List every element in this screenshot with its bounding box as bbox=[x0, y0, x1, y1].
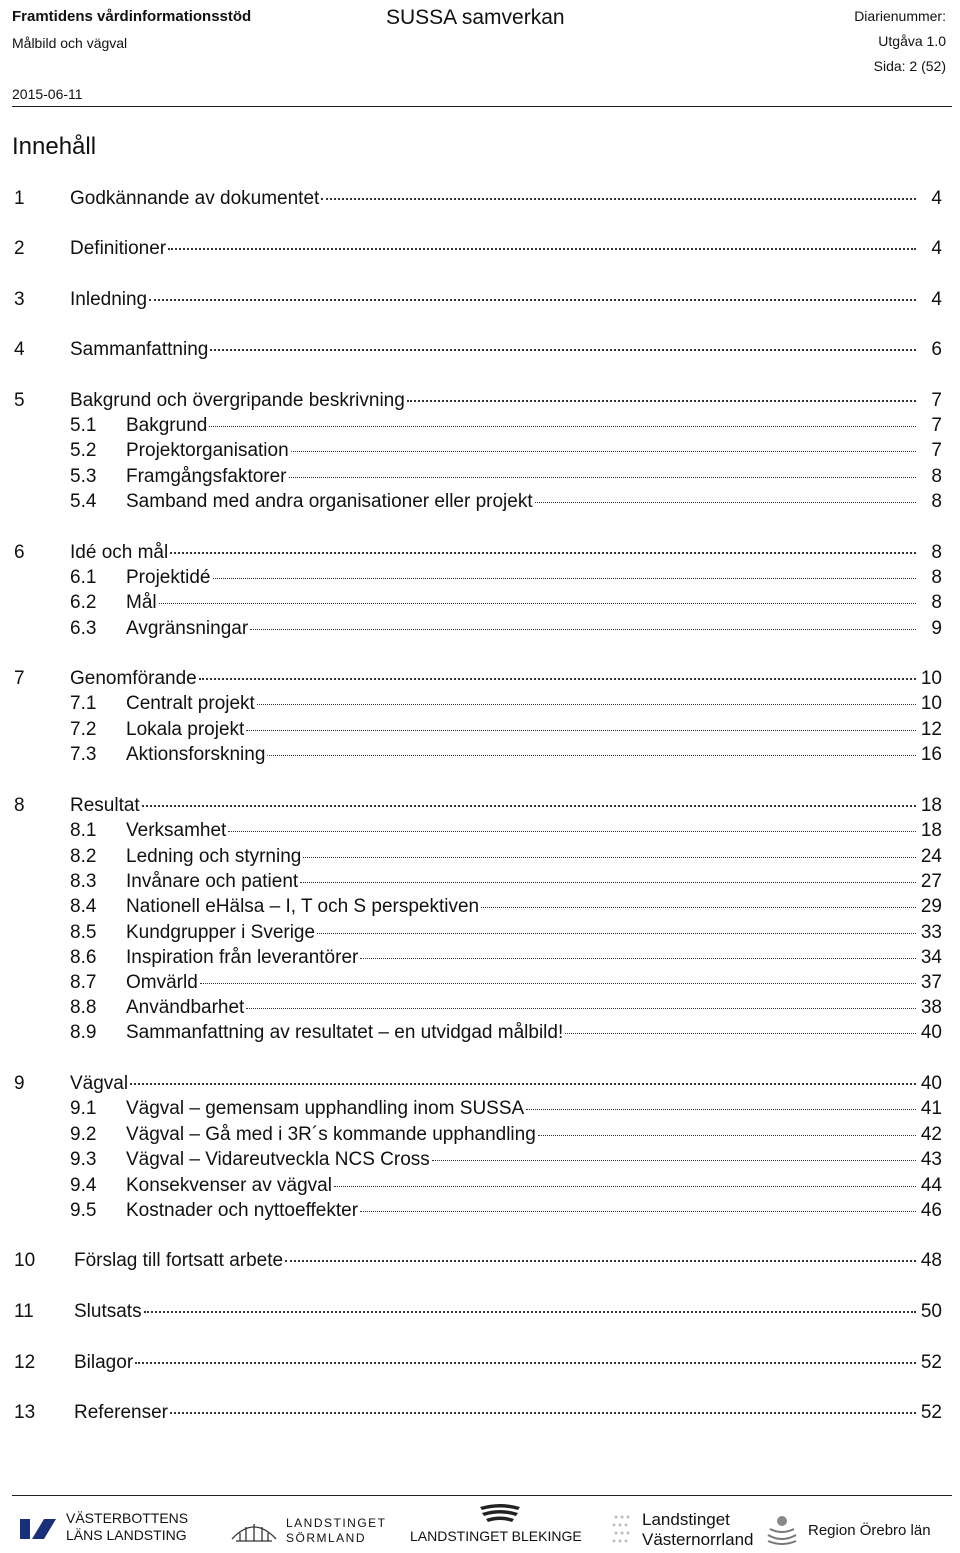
toc-leader-dots bbox=[142, 805, 916, 807]
toc-page-number: 4 bbox=[931, 188, 942, 209]
toc-leader-dots bbox=[526, 1109, 916, 1110]
toc-section-row[interactable] bbox=[0, 1175, 960, 1199]
header-date: 2015-06-11 bbox=[12, 86, 83, 102]
toc-leader-dots bbox=[535, 502, 916, 503]
toc-section-row[interactable] bbox=[0, 1098, 960, 1122]
toc-label: Aktionsforskning bbox=[126, 744, 266, 765]
toc-label: Inspiration från leverantörer bbox=[126, 947, 359, 968]
toc-label: Sammanfattning av resultatet – en utvidgad målbild! bbox=[126, 1022, 564, 1043]
toc-page-number: 4 bbox=[931, 238, 942, 259]
toc-number: 9.5 bbox=[70, 1200, 97, 1221]
toc-label-line bbox=[70, 542, 920, 564]
toc-number: 8.1 bbox=[70, 820, 97, 841]
toc-section-row[interactable] bbox=[0, 1022, 960, 1046]
toc-number: 9.1 bbox=[70, 1098, 97, 1119]
toc-number: 6.3 bbox=[70, 618, 97, 639]
toc-number: 9 bbox=[14, 1073, 25, 1094]
blekinge-name: LANDSTINGET BLEKINGE bbox=[410, 1528, 582, 1544]
toc-page-number: 8 bbox=[931, 592, 942, 613]
toc-label-line bbox=[70, 238, 920, 260]
header-rule bbox=[12, 106, 952, 107]
toc-leader-dots bbox=[267, 755, 916, 756]
toc-section-row[interactable] bbox=[0, 997, 960, 1021]
toc-label-line bbox=[74, 1301, 920, 1323]
toc-label-line bbox=[70, 795, 920, 817]
toc-label-line bbox=[126, 997, 920, 1019]
toc-chapter-row[interactable] bbox=[0, 795, 960, 819]
toc-label: Förslag till fortsatt arbete bbox=[74, 1250, 284, 1271]
toc-leader-dots bbox=[246, 1008, 916, 1009]
orebro-name: Region Örebro län bbox=[808, 1522, 931, 1539]
toc-label: Bilagor bbox=[74, 1352, 134, 1373]
toc-leader-dots bbox=[130, 1083, 916, 1085]
toc-leader-dots bbox=[334, 1186, 916, 1187]
blekinge-waves-icon bbox=[472, 1503, 528, 1525]
toc-label: Vägval – Vidareutveckla NCS Cross bbox=[126, 1149, 430, 1170]
toc-label-line bbox=[126, 896, 920, 918]
toc-label: Slutsats bbox=[74, 1301, 142, 1322]
toc-label-line bbox=[126, 947, 920, 969]
toc-leader-dots bbox=[170, 1412, 916, 1414]
toc-label: Centralt projekt bbox=[126, 693, 255, 714]
toc-label-line bbox=[126, 466, 920, 488]
toc-section-row[interactable] bbox=[0, 896, 960, 920]
toc-chapter-row[interactable] bbox=[0, 238, 960, 262]
toc-number: 7 bbox=[14, 668, 25, 689]
toc-section-row[interactable] bbox=[0, 1124, 960, 1148]
toc-label-line bbox=[126, 491, 920, 513]
toc-number: 8.9 bbox=[70, 1022, 97, 1043]
toc-label-line bbox=[126, 567, 920, 589]
sormland-name-2: SÖRMLAND bbox=[286, 1531, 367, 1545]
toc-section-row[interactable] bbox=[0, 871, 960, 895]
toc-number: 8.4 bbox=[70, 896, 97, 917]
toc-section-row[interactable] bbox=[0, 719, 960, 743]
toc-label-line bbox=[126, 1149, 920, 1171]
toc-page-number: 37 bbox=[920, 972, 942, 993]
sormland-crown-icon bbox=[228, 1511, 280, 1547]
toc-leader-dots bbox=[285, 1260, 916, 1262]
toc-label: Verksamhet bbox=[126, 820, 227, 841]
toc-label: Bakgrund bbox=[126, 415, 208, 436]
toc-leader-dots bbox=[360, 958, 916, 959]
toc-number: 8.6 bbox=[70, 947, 97, 968]
toc-page-number: 34 bbox=[920, 947, 942, 968]
toc-section-row[interactable] bbox=[0, 592, 960, 616]
toc-section-row[interactable] bbox=[0, 947, 960, 971]
toc-label-line bbox=[70, 188, 920, 210]
toc-leader-dots bbox=[407, 400, 916, 402]
toc-page-number: 24 bbox=[920, 846, 942, 867]
toc-leader-dots bbox=[317, 933, 916, 934]
toc-title: Innehåll bbox=[12, 133, 97, 160]
toc-label: Projektidé bbox=[126, 567, 211, 588]
toc-label-line bbox=[126, 719, 920, 741]
toc-page-number: 8 bbox=[931, 542, 942, 563]
toc-page-number: 38 bbox=[920, 997, 942, 1018]
toc-label-line bbox=[70, 668, 920, 690]
toc-leader-dots bbox=[303, 857, 916, 858]
header-project: SUSSA samverkan bbox=[386, 6, 565, 29]
toc-leader-dots bbox=[200, 983, 916, 984]
toc-leader-dots bbox=[538, 1135, 916, 1136]
toc-number: 11 bbox=[14, 1301, 34, 1322]
toc-label: Vägval bbox=[70, 1073, 129, 1094]
toc-number: 7.1 bbox=[70, 693, 97, 714]
toc-label-line bbox=[126, 440, 920, 462]
toc-leader-dots bbox=[432, 1160, 916, 1161]
toc-label: Vägval – Gå med i 3R´s kommande upphandling bbox=[126, 1124, 536, 1145]
toc-page-number: 18 bbox=[920, 795, 942, 816]
toc-leader-dots bbox=[159, 603, 916, 604]
toc-leader-dots bbox=[135, 1362, 916, 1364]
toc-number: 5 bbox=[14, 390, 25, 411]
toc-label-line bbox=[126, 618, 920, 640]
vasterbotten-emblem-icon bbox=[18, 1513, 58, 1543]
toc-page-number: 8 bbox=[931, 491, 942, 512]
toc-leader-dots bbox=[210, 349, 916, 351]
toc-number: 8.3 bbox=[70, 871, 97, 892]
header-org: Framtidens vårdinformationsstöd bbox=[12, 8, 252, 25]
toc-page-number: 42 bbox=[920, 1124, 942, 1145]
toc-page-number: 8 bbox=[931, 567, 942, 588]
toc-number: 3 bbox=[14, 289, 25, 310]
toc-section-row[interactable] bbox=[0, 972, 960, 996]
toc-number: 8.2 bbox=[70, 846, 97, 867]
toc-label: Invånare och patient bbox=[126, 871, 299, 892]
toc-page-number: 52 bbox=[920, 1402, 942, 1423]
toc-page-number: 44 bbox=[920, 1175, 942, 1196]
toc-number: 5.4 bbox=[70, 491, 97, 512]
toc-section-row[interactable] bbox=[0, 1200, 960, 1224]
toc-label: Lokala projekt bbox=[126, 719, 245, 740]
toc-label-line bbox=[74, 1250, 920, 1272]
toc-page-number: 16 bbox=[920, 744, 942, 765]
toc-label-line bbox=[126, 1022, 920, 1044]
toc-label-line bbox=[126, 592, 920, 614]
toc-label: Ledning och styrning bbox=[126, 846, 302, 867]
toc-number: 12 bbox=[14, 1352, 36, 1373]
toc-section-row[interactable] bbox=[0, 846, 960, 870]
toc-label: Användbarhet bbox=[126, 997, 245, 1018]
toc-chapter-row[interactable] bbox=[0, 1073, 960, 1097]
header-diarienummer: Diarienummer: bbox=[854, 8, 946, 24]
vasternorrland-name-1: Landstinget bbox=[642, 1510, 730, 1529]
toc-label: Resultat bbox=[70, 795, 140, 816]
toc-leader-dots bbox=[289, 477, 916, 478]
toc-leader-dots bbox=[228, 831, 916, 832]
vasternorrland-name-2: Västernorrland bbox=[642, 1530, 754, 1549]
toc-chapter-row[interactable] bbox=[0, 1402, 960, 1426]
toc-page-number: 46 bbox=[920, 1200, 942, 1221]
page-header bbox=[0, 0, 960, 110]
toc-page-number: 43 bbox=[920, 1149, 942, 1170]
toc-page-number: 50 bbox=[920, 1301, 942, 1322]
toc-page-number: 40 bbox=[920, 1022, 942, 1043]
toc-section-row[interactable] bbox=[0, 440, 960, 464]
sormland-name-1: LANDSTINGET bbox=[286, 1516, 387, 1530]
toc-label: Godkännande av dokumentet bbox=[70, 188, 320, 209]
toc-label-line bbox=[126, 744, 920, 766]
toc-page-number: 9 bbox=[931, 618, 942, 639]
header-page: Sida: 2 (52) bbox=[873, 58, 946, 74]
toc-page-number: 29 bbox=[920, 896, 942, 917]
toc-label: Framgångsfaktorer bbox=[126, 466, 287, 487]
toc-chapter-row[interactable] bbox=[0, 339, 960, 363]
toc-page-number: 6 bbox=[931, 339, 942, 360]
toc-number: 8.7 bbox=[70, 972, 97, 993]
toc-label-line bbox=[74, 1402, 920, 1424]
toc-chapter-row[interactable] bbox=[0, 1352, 960, 1376]
toc-label-line bbox=[126, 1200, 920, 1222]
toc-label-line bbox=[126, 693, 920, 715]
toc-number: 2 bbox=[14, 238, 25, 259]
toc-page-number: 40 bbox=[920, 1073, 942, 1094]
toc-number: 6.2 bbox=[70, 592, 97, 613]
toc-number: 1 bbox=[14, 188, 25, 209]
vasterbotten-name-1: VÄSTERBOTTENS bbox=[66, 1510, 189, 1526]
toc-section-row[interactable] bbox=[0, 744, 960, 768]
toc-number: 8.8 bbox=[70, 997, 97, 1018]
toc-page-number: 10 bbox=[920, 693, 942, 714]
toc-section-row[interactable] bbox=[0, 491, 960, 515]
toc-label: Genomförande bbox=[70, 668, 197, 689]
toc-label-line bbox=[126, 871, 920, 893]
vasterbotten-name-2: LÄNS LANDSTING bbox=[66, 1527, 187, 1543]
toc-leader-dots bbox=[213, 578, 917, 579]
header-subtitle: Målbild och vägval bbox=[12, 35, 128, 51]
toc-leader-dots bbox=[144, 1311, 916, 1313]
toc-label: Kundgrupper i Sverige bbox=[126, 922, 316, 943]
toc-section-row[interactable] bbox=[0, 820, 960, 844]
toc-number: 6.1 bbox=[70, 567, 97, 588]
toc-label: Konsekvenser av vägval bbox=[126, 1175, 332, 1196]
toc-chapter-row[interactable] bbox=[0, 1301, 960, 1325]
toc-number: 4 bbox=[14, 339, 25, 360]
toc-section-row[interactable] bbox=[0, 618, 960, 642]
toc-section-row[interactable] bbox=[0, 1149, 960, 1173]
header-version: Utgåva 1.0 bbox=[878, 33, 946, 49]
toc-chapter-row[interactable] bbox=[0, 668, 960, 692]
toc-label-line bbox=[126, 820, 920, 842]
toc-leader-dots bbox=[321, 198, 916, 200]
toc-label-line bbox=[70, 1073, 920, 1095]
toc-number: 8 bbox=[14, 795, 25, 816]
toc-number: 9.3 bbox=[70, 1149, 97, 1170]
toc-leader-dots bbox=[199, 678, 916, 680]
page-footer bbox=[0, 1495, 960, 1553]
toc-label-line bbox=[70, 339, 920, 361]
toc-label: Omvärld bbox=[126, 972, 198, 993]
toc-leader-dots bbox=[168, 248, 916, 250]
toc-label: Kostnader och nyttoeffekter bbox=[126, 1200, 359, 1221]
toc-number: 6 bbox=[14, 542, 25, 563]
toc-label: Avgränsningar bbox=[126, 618, 249, 639]
toc-leader-dots bbox=[481, 907, 916, 908]
toc-page-number: 10 bbox=[920, 668, 942, 689]
toc-leader-dots bbox=[149, 299, 916, 301]
toc-section-row[interactable] bbox=[0, 922, 960, 946]
toc-chapter-row[interactable] bbox=[0, 390, 960, 414]
toc-label-line bbox=[70, 390, 920, 412]
toc-leader-dots bbox=[300, 882, 916, 883]
toc-label-line bbox=[126, 922, 920, 944]
toc-page-number: 18 bbox=[920, 820, 942, 841]
toc-label-line bbox=[126, 1098, 920, 1120]
toc-chapter-row[interactable] bbox=[0, 542, 960, 566]
toc-label: Nationell eHälsa – I, T och S perspektiven bbox=[126, 896, 480, 917]
toc-leader-dots bbox=[360, 1211, 916, 1212]
toc-page-number: 4 bbox=[931, 289, 942, 310]
toc-section-row[interactable] bbox=[0, 693, 960, 717]
toc-chapter-row[interactable] bbox=[0, 1250, 960, 1274]
toc-label: Referenser bbox=[74, 1402, 168, 1423]
toc-label: Bakgrund och övergripande beskrivning bbox=[70, 390, 405, 411]
toc-number: 5.1 bbox=[70, 415, 97, 436]
toc-label-line bbox=[126, 415, 920, 437]
toc-label-line bbox=[126, 1124, 920, 1146]
toc-chapter-row[interactable] bbox=[0, 188, 960, 212]
toc-leader-dots bbox=[565, 1033, 916, 1034]
toc-label: Projektorganisation bbox=[126, 440, 289, 461]
toc-leader-dots bbox=[170, 552, 916, 554]
toc-page-number: 12 bbox=[920, 719, 942, 740]
toc-section-row[interactable] bbox=[0, 415, 960, 439]
toc-label: Inledning bbox=[70, 289, 148, 310]
toc-section-row[interactable] bbox=[0, 567, 960, 591]
toc-number: 8.5 bbox=[70, 922, 97, 943]
toc-page-number: 7 bbox=[931, 440, 942, 461]
toc-label: Mål bbox=[126, 592, 157, 613]
toc-page-number: 27 bbox=[920, 871, 942, 892]
toc-page-number: 33 bbox=[920, 922, 942, 943]
toc-page-number: 52 bbox=[920, 1352, 942, 1373]
toc-number: 5.3 bbox=[70, 466, 97, 487]
toc-number: 9.2 bbox=[70, 1124, 97, 1145]
toc-page-number: 41 bbox=[920, 1098, 942, 1119]
toc-leader-dots bbox=[209, 426, 916, 427]
toc-number: 13 bbox=[14, 1402, 36, 1423]
toc-number: 5.2 bbox=[70, 440, 97, 461]
toc-label-line bbox=[126, 846, 920, 868]
toc-label-line bbox=[70, 289, 920, 311]
orebro-emblem-icon bbox=[762, 1513, 802, 1549]
toc-page-number: 7 bbox=[931, 390, 942, 411]
toc-label: Idé och mål bbox=[70, 542, 169, 563]
toc-label: Vägval – gemensam upphandling inom SUSSA bbox=[126, 1098, 525, 1119]
toc-number: 7.2 bbox=[70, 719, 97, 740]
toc-section-row[interactable] bbox=[0, 466, 960, 490]
toc-leader-dots bbox=[246, 730, 916, 731]
toc-page-number: 7 bbox=[931, 415, 942, 436]
toc-chapter-row[interactable] bbox=[0, 289, 960, 313]
toc-page-number: 8 bbox=[931, 466, 942, 487]
toc-label-line bbox=[74, 1352, 920, 1374]
toc-label: Sammanfattning bbox=[70, 339, 209, 360]
toc-label: Samband med andra organisationer eller projekt bbox=[126, 491, 533, 512]
toc-number: 7.3 bbox=[70, 744, 97, 765]
vasternorrland-dots-icon bbox=[608, 1511, 636, 1551]
toc-label-line bbox=[126, 1175, 920, 1197]
toc-leader-dots bbox=[250, 629, 916, 630]
toc-label: Definitioner bbox=[70, 238, 167, 259]
toc-page-number: 48 bbox=[920, 1250, 942, 1271]
toc-leader-dots bbox=[257, 704, 916, 705]
toc-number: 9.4 bbox=[70, 1175, 97, 1196]
toc-leader-dots bbox=[291, 451, 916, 452]
toc-label-line bbox=[126, 972, 920, 994]
toc-number: 10 bbox=[14, 1250, 36, 1271]
